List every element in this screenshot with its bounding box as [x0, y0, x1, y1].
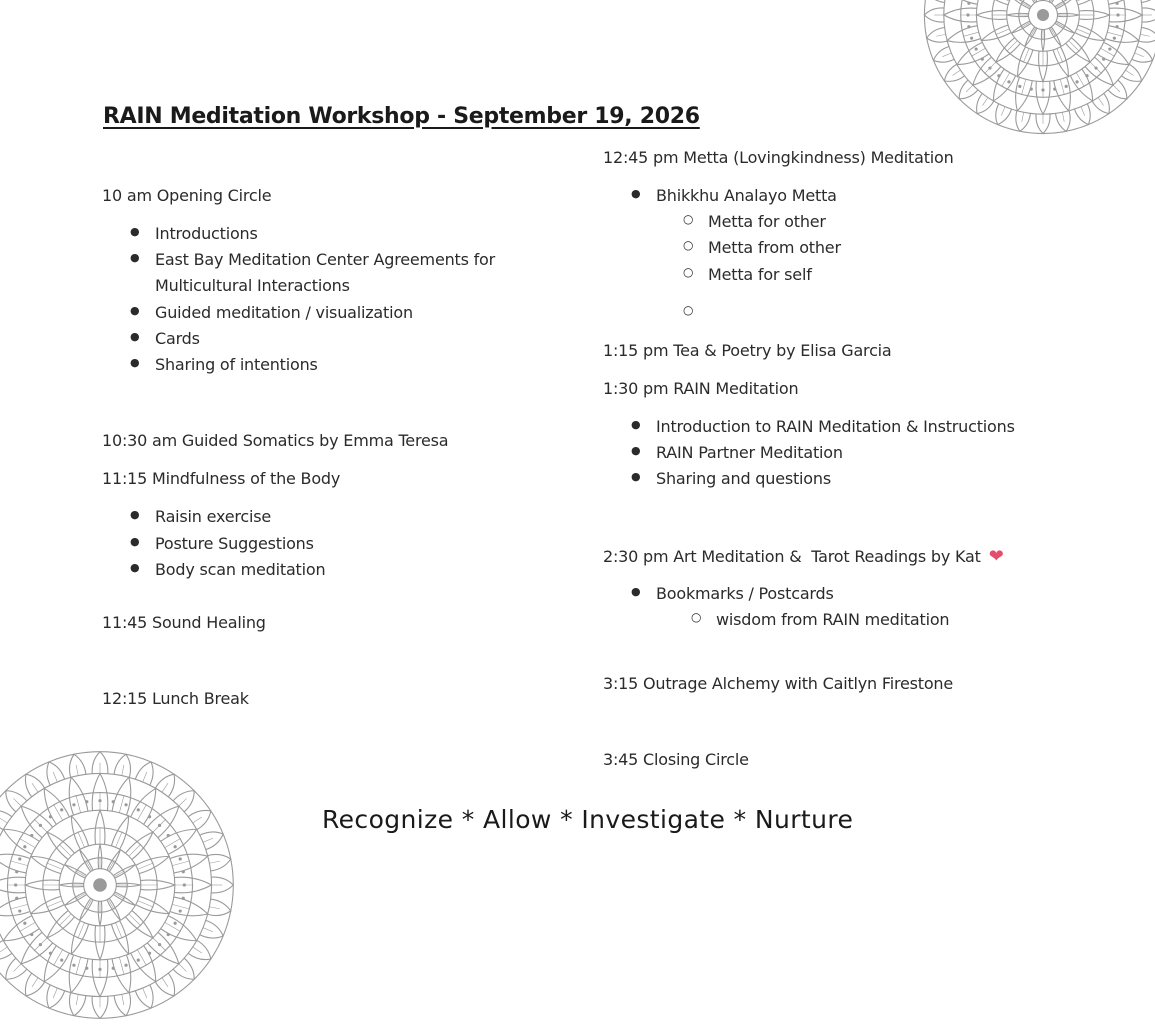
schedule-metta-time: 12:45 pm Metta (Lovingkindness) Meditation	[603, 148, 954, 167]
list-item: ● Sharing of intentions	[155, 355, 318, 374]
sub-list-item: ○ Metta from other	[708, 238, 841, 257]
schedule-lunch: 12:15 Lunch Break	[102, 689, 249, 708]
schedule-tea-poetry: 1:15 pm Tea & Poetry by Elisa Garcia	[603, 341, 892, 360]
schedule-rain-time: 1:30 pm RAIN Meditation	[603, 379, 799, 398]
list-item: ● Guided meditation / visualization	[155, 303, 413, 322]
list-item: ● Sharing and questions	[656, 469, 831, 488]
list-item-continuation: Multicultural Interactions	[155, 276, 350, 295]
mandala-bottom-left	[0, 745, 240, 1025]
heart-icon: ❤	[988, 546, 1004, 567]
mandala-top-right	[918, 0, 1155, 140]
schedule-closing-circle: 3:45 Closing Circle	[603, 750, 749, 769]
schedule-outrage-alchemy: 3:15 Outrage Alchemy with Caitlyn Firestone	[603, 674, 954, 693]
rain-acronym-footer: Recognize * Allow * Investigate * Nurture	[322, 805, 854, 834]
list-item: ● Posture Suggestions	[155, 534, 314, 553]
list-item: ● Body scan meditation	[155, 560, 325, 579]
list-item: ● Bhikkhu Analayo Metta	[656, 186, 837, 205]
list-item: ● East Bay Meditation Center Agreements for	[155, 250, 495, 269]
schedule-somatics: 10:30 am Guided Somatics by Emma Teresa	[102, 431, 449, 450]
sub-list-item: ○ Metta for self	[708, 265, 812, 284]
list-item: ● Cards	[155, 329, 200, 348]
schedule-mindfulness-time: 11:15 Mindfulness of the Body	[102, 469, 341, 488]
list-item: ● Raisin exercise	[155, 507, 271, 526]
sub-list-item: ○ wisdom from RAIN meditation	[716, 610, 949, 629]
list-item: ● Introductions	[155, 224, 258, 243]
sub-list-item: ○ Metta for other	[708, 212, 826, 231]
schedule-opening-time: 10 am Opening Circle	[102, 186, 272, 205]
list-item: ● RAIN Partner Meditation	[656, 443, 843, 462]
list-item: ● Bookmarks / Postcards	[656, 584, 834, 603]
schedule-art-time	[603, 546, 1004, 567]
page-title: RAIN Meditation Workshop - September 19, 2026	[103, 104, 700, 129]
schedule-sound-healing: 11:45 Sound Healing	[102, 613, 266, 632]
list-item: ● Introduction to RAIN Meditation & Instructions	[656, 417, 1015, 436]
schedule-art-label: 2:30 pm Art Meditation & Tarot Readings by Kat	[603, 547, 981, 566]
